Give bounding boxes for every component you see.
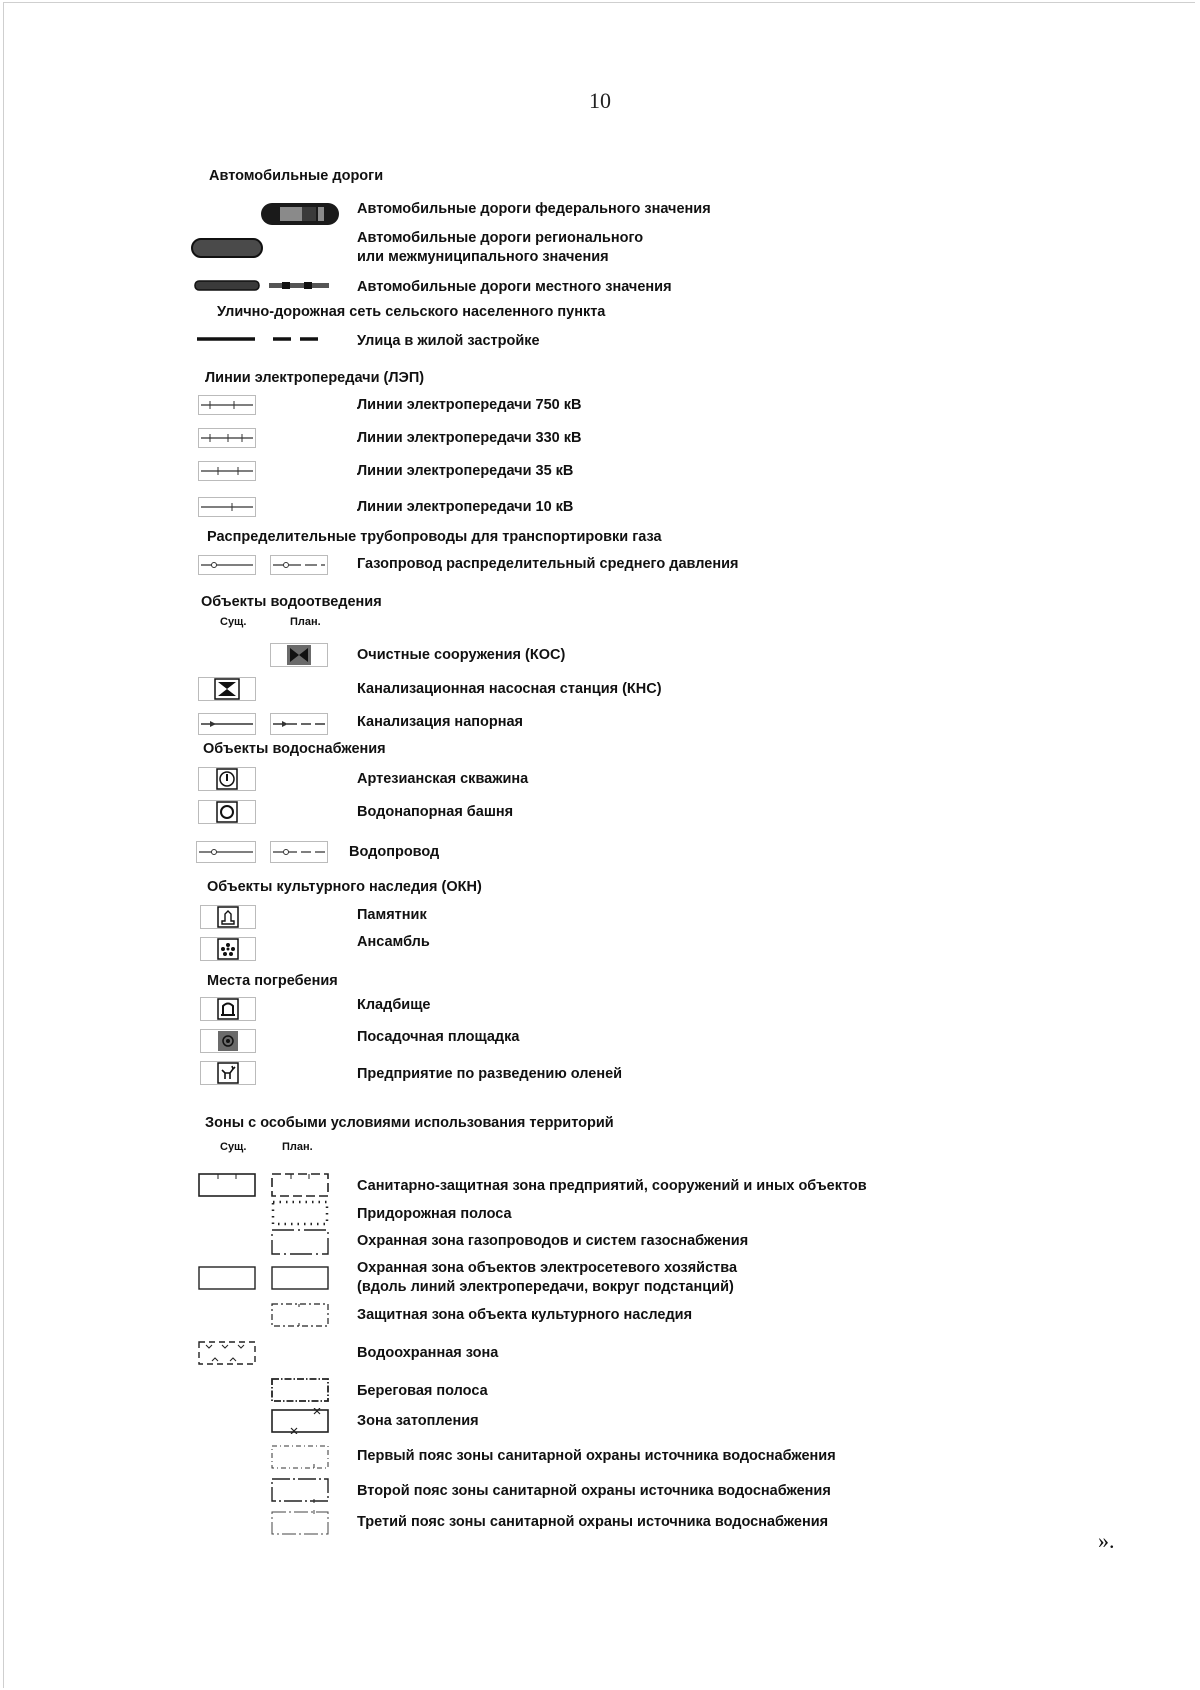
gas-pipeline-planned-symbol [270,555,328,575]
legend-flood-zone: Зона затопления [357,1413,479,1429]
local-road-symbol-existing [194,276,260,294]
section-title-gas: Распределительные трубопроводы для транспортировки газа [207,529,662,545]
section-title-water-supply: Объекты водоснабжения [203,741,386,757]
legend-power-330: Линии электропередачи 330 кВ [357,430,582,446]
local-road-symbol-planned [268,276,330,294]
artesian-well-icon [198,767,256,791]
section-title-roads: Автомобильные дороги [209,168,384,184]
legend-monument: Памятник [357,907,427,923]
gas-protection-zone-symbol [271,1229,329,1255]
pressure-sewer-planned-symbol [270,713,328,735]
legend-gas-protection-zone: Охранная зона газопроводов и систем газоснабжения [357,1233,749,1249]
roadside-strip-symbol [271,1200,329,1226]
regional-road-symbol [190,236,264,260]
column-planned: План. [290,616,321,628]
first-belt-symbol [271,1445,329,1469]
legend-reindeer-farm: Предприятие по разведению оленей [357,1066,623,1082]
legend-third-belt: Третий пояс зоны санитарной охраны источника водоснабжения [357,1514,829,1530]
legend-power-750: Линии электропередачи 750 кВ [357,397,582,413]
column-existing: Сущ. [220,616,247,628]
legend-power-35: Линии электропередачи 35 кВ [357,463,574,479]
power-line-750-symbol [198,395,256,415]
power-line-330-symbol [198,428,256,448]
water-tower-icon [198,800,256,824]
third-belt-symbol [271,1510,329,1536]
zones-column-existing: Сущ. [220,1141,247,1153]
legend-landing-site: Посадочная площадка [357,1029,520,1045]
legend-residential-street: Улица в жилой застройке [357,333,540,349]
gas-pipeline-existing-symbol [198,555,256,575]
water-pipe-planned-symbol [270,841,328,863]
section-title-street-network: Улично-дорожная сеть сельского населенного пункта [217,304,606,320]
section-title-sewerage: Объекты водоотведения [201,594,382,610]
heritage-protection-zone-symbol [271,1302,329,1328]
power-line-10-symbol [198,497,256,517]
legend-roadside-strip: Придорожная полоса [357,1206,512,1222]
flood-zone-symbol [271,1408,329,1434]
legend-treatment-plant: Очистные сооружения (КОС) [357,647,566,663]
coastal-strip-symbol [271,1378,329,1402]
pump-station-icon [198,677,256,701]
landing-site-icon [200,1029,256,1053]
legend-regional-roads: Автомобильные дороги регионального или межмуниципального значения [357,230,644,265]
legend-gas-pipeline: Газопровод распределительный среднего давления [357,556,739,572]
sanitary-zone-existing-symbol [198,1173,256,1197]
legend-federal-roads: Автомобильные дороги федерального значения [357,201,711,217]
pressure-sewer-existing-symbol [198,713,256,735]
street-line-planned [272,332,328,346]
section-title-heritage: Объекты культурного наследия (ОКН) [207,879,482,895]
legend-first-belt: Первый пояс зоны санитарной охраны источника водоснабжения [357,1448,836,1464]
legend-local-roads: Автомобильные дороги местного значения [357,279,672,295]
page-number: 10 [589,88,611,113]
legend-artesian-well: Артезианская скважина [357,771,529,787]
legend-pressure-sewer: Канализация напорная [357,714,524,730]
legend-ensemble: Ансамбль [357,934,430,950]
cemetery-icon [200,997,256,1021]
water-pipe-existing-symbol [196,841,256,863]
legend-power-10: Линии электропередачи 10 кВ [357,499,574,515]
sanitary-zone-planned-symbol [271,1173,329,1197]
federal-road-symbol [260,201,340,227]
water-protection-zone-symbol [198,1340,256,1366]
power-protection-zone-planned-symbol [271,1266,329,1290]
power-protection-zone-existing-symbol [198,1266,256,1290]
treatment-plant-icon [270,643,328,667]
zones-column-planned: План. [282,1141,313,1153]
ensemble-icon [200,937,256,961]
legend-water-protection-zone: Водоохранная зона [357,1345,499,1361]
second-belt-symbol [271,1478,329,1504]
closing-quote: ». [1098,1528,1115,1553]
section-title-zones: Зоны с особыми условиями использования территорий [205,1115,614,1131]
legend-sanitary-zone: Санитарно-защитная зона предприятий, сооружений и иных объектов [357,1178,867,1194]
legend-coastal-strip: Береговая полоса [357,1383,488,1399]
power-line-35-symbol [198,461,256,481]
street-line-existing [196,332,256,346]
monument-icon [200,905,256,929]
legend-power-protection-zone: Охранная зона объектов электросетевого хозяйства (вдоль линий электропередачи, вокруг подстанций) [357,1260,738,1295]
legend-water-tower: Водонапорная башня [357,804,514,820]
legend-pump-station: Канализационная насосная станция (КНС) [357,681,662,697]
legend-water-pipe: Водопровод [349,844,440,860]
legend-second-belt: Второй пояс зоны санитарной охраны источника водоснабжения [357,1483,831,1499]
reindeer-farm-icon [200,1061,256,1085]
legend-cemetery: Кладбище [357,997,431,1013]
section-title-burial: Места погребения [207,973,338,989]
legend-heritage-protection-zone: Защитная зона объекта культурного наследия [357,1307,693,1323]
section-title-power-lines: Линии электропередачи (ЛЭП) [205,370,425,386]
